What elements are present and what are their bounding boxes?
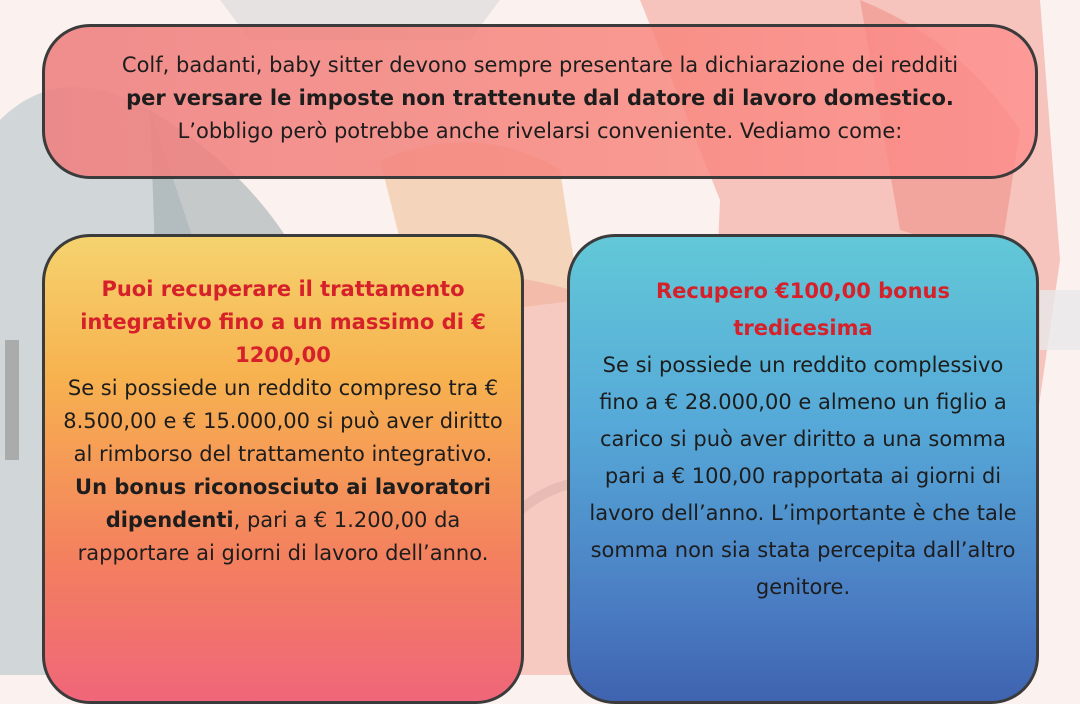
intro-line-2: per versare le imposte non trattenute dal datore di lavoro domestico.: [126, 86, 954, 110]
left-card-text-bold: Un bonus riconosciuto ai lavoratori dipendenti: [75, 475, 491, 532]
left-card-title: Puoi recuperare il trattamento integrativo fino a un massimo di € 1200,00: [80, 277, 486, 367]
left-card-text-a: Se si possiede un reddito compreso tra € 8.500,00 e € 15.000,00 si può aver diritto al rimborso del trattamento integrativo.: [63, 376, 503, 466]
left-card-body: [59, 372, 507, 570]
intro-line-3: L’obbligo però potrebbe anche rivelarsi conveniente. Vediamo come:: [177, 119, 903, 143]
bonus-tredicesima-card: [567, 234, 1039, 704]
left-card-text-b: , pari a € 1.200,00 da rapportare ai giorni di lavoro dell’anno.: [77, 508, 489, 565]
intro-card: [42, 24, 1038, 179]
intro-line-1: Colf, badanti, baby sitter devono sempre presentare la dichiarazione dei redditi: [121, 53, 959, 77]
trattamento-integrativo-card: [42, 234, 524, 704]
right-card-body: Se si possiede un reddito complessivo fino a € 28.000,00 e almeno un figlio a carico si può aver diritto a una somma pari a € 100,00 rapportata ai giorni di lavoro dell’anno. L’importante è che tale somma non sia stata percepita dall’altro genitore.: [589, 353, 1017, 599]
right-card-title: Recupero €100,00 bonus tredicesima: [656, 279, 950, 340]
